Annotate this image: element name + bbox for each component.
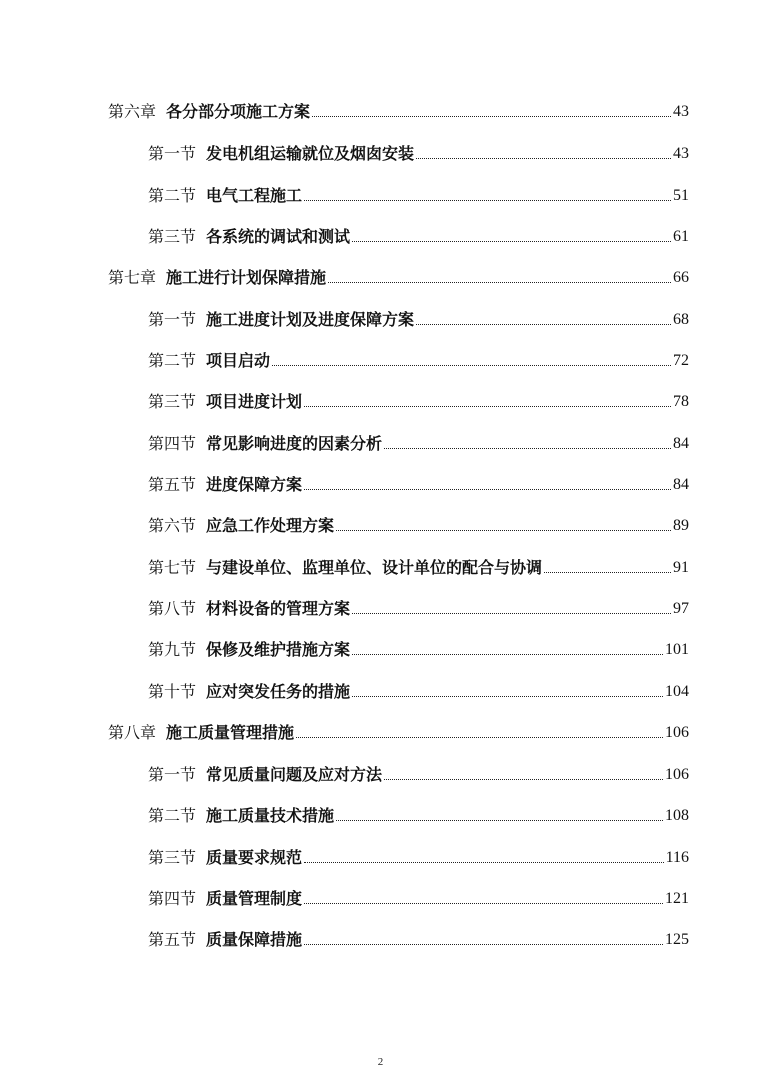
toc-entry-section[interactable] <box>148 634 689 660</box>
toc-entry-number: 第三节 <box>148 392 197 411</box>
toc-entry-page: 51 <box>673 187 689 204</box>
page-number: 2 <box>377 1056 384 1068</box>
dot-leader <box>304 406 671 407</box>
toc-entry-page: 91 <box>673 559 689 576</box>
toc-entry-number: 第二节 <box>148 186 197 205</box>
toc-entry-section[interactable] <box>148 221 689 247</box>
toc-entry-number: 第一节 <box>148 144 197 163</box>
toc-entry-title: 施工质量管理措施 <box>166 723 295 742</box>
toc-entry-section[interactable] <box>148 345 689 371</box>
toc-entry-number: 第一节 <box>148 310 197 329</box>
toc-entry-title: 各分部分项施工方案 <box>166 102 311 121</box>
toc-entry-number: 第一节 <box>148 765 197 784</box>
toc-entry-section[interactable] <box>148 883 689 909</box>
toc-entry-number: 第八节 <box>148 599 197 618</box>
toc-entry-number: 第九节 <box>148 640 197 659</box>
toc-entry-title: 常见影响进度的因素分析 <box>206 434 383 453</box>
dot-leader <box>328 282 671 283</box>
toc-entry-chapter[interactable] <box>108 262 689 288</box>
toc-entry-section[interactable] <box>148 138 689 164</box>
toc-entry-number: 第二节 <box>148 806 197 825</box>
toc-entry-number: 第十节 <box>148 682 197 701</box>
dot-leader <box>336 530 671 531</box>
toc-entry-section[interactable] <box>148 304 689 330</box>
toc-entry-section[interactable] <box>148 428 689 454</box>
toc-entry-title: 施工进度计划及进度保障方案 <box>206 310 415 329</box>
toc-entry-section[interactable] <box>148 180 689 206</box>
dot-leader <box>296 737 663 738</box>
toc-entry-page: 43 <box>673 103 689 120</box>
toc-entry-number: 第三节 <box>148 848 197 867</box>
toc-entry-page: 66 <box>673 269 689 286</box>
toc-entry-chapter[interactable] <box>108 96 689 122</box>
toc-entry-page: 106 <box>665 766 689 783</box>
toc-entry-page: 84 <box>673 435 689 452</box>
dot-leader <box>384 779 663 780</box>
toc-entry-number: 第二节 <box>148 351 197 370</box>
toc-entry-title: 施工质量技术措施 <box>206 806 335 825</box>
toc-entry-title: 保修及维护措施方案 <box>206 640 351 659</box>
dot-leader <box>416 324 671 325</box>
toc-entry-page: 121 <box>665 890 689 907</box>
toc-entry-page: 68 <box>673 311 689 328</box>
toc-entry-section[interactable] <box>148 593 689 619</box>
toc-entry-number: 第六节 <box>148 516 197 535</box>
toc-entry-title: 质量管理制度 <box>206 889 303 908</box>
toc-entry-title: 进度保障方案 <box>206 475 303 494</box>
toc-entry-number: 第七章 <box>108 268 157 287</box>
toc-entry-page: 78 <box>673 393 689 410</box>
toc-entry-page: 43 <box>673 145 689 162</box>
toc-entry-title: 项目启动 <box>206 351 271 370</box>
toc-entry-page: 72 <box>673 352 689 369</box>
toc-entry-page: 106 <box>665 724 689 741</box>
toc-entry-title: 应急工作处理方案 <box>206 516 335 535</box>
toc-entry-title: 发电机组运输就位及烟囱安装 <box>206 144 415 163</box>
toc-entry-page: 125 <box>665 931 689 948</box>
toc-entry-section[interactable] <box>148 510 689 536</box>
dot-leader <box>304 489 671 490</box>
dot-leader <box>304 944 663 945</box>
dot-leader <box>384 448 671 449</box>
toc-entry-page: 61 <box>673 228 689 245</box>
toc-entry-section[interactable] <box>148 386 689 412</box>
toc-entry-title: 电气工程施工 <box>206 186 303 205</box>
toc-entry-page: 116 <box>665 849 689 866</box>
toc-entry-number: 第三节 <box>148 227 197 246</box>
toc-entry-page: 104 <box>665 683 689 700</box>
toc-entry-page: 84 <box>673 476 689 493</box>
toc-entry-title: 应对突发任务的措施 <box>206 682 351 701</box>
toc-entry-title: 施工进行计划保障措施 <box>166 268 327 287</box>
dot-leader <box>352 696 663 697</box>
dot-leader <box>304 903 663 904</box>
dot-leader <box>352 613 671 614</box>
dot-leader <box>416 158 671 159</box>
dot-leader <box>312 116 671 117</box>
toc-entry-title: 与建设单位、监理单位、设计单位的配合与协调 <box>206 558 543 577</box>
toc-entry-section[interactable] <box>148 676 689 702</box>
toc-entry-number: 第八章 <box>108 723 157 742</box>
toc-entry-title: 质量保障措施 <box>206 930 303 949</box>
toc-entry-title: 材料设备的管理方案 <box>206 599 351 618</box>
toc-entry-number: 第六章 <box>108 102 157 121</box>
toc-entry-section[interactable] <box>148 800 689 826</box>
toc-entry-section[interactable] <box>148 842 689 868</box>
toc-entry-section[interactable] <box>148 924 689 950</box>
toc-entry-number: 第七节 <box>148 558 197 577</box>
toc-entry-page: 97 <box>673 600 689 617</box>
dot-leader <box>336 820 663 821</box>
toc-entry-number: 第五节 <box>148 930 197 949</box>
toc-entry-chapter[interactable] <box>108 717 689 743</box>
toc-entry-number: 第四节 <box>148 434 197 453</box>
toc-entry-page: 101 <box>665 641 689 658</box>
dot-leader <box>304 862 664 863</box>
dot-leader <box>272 365 671 366</box>
dot-leader <box>352 654 663 655</box>
toc-entry-title: 项目进度计划 <box>206 392 303 411</box>
toc-entry-title: 质量要求规范 <box>206 848 303 867</box>
toc-entry-section[interactable] <box>148 552 689 578</box>
toc-entry-section[interactable] <box>148 759 689 785</box>
toc-entry-number: 第五节 <box>148 475 197 494</box>
toc-entry-title: 各系统的调试和测试 <box>206 227 351 246</box>
dot-leader <box>304 200 671 201</box>
toc-entry-section[interactable] <box>148 469 689 495</box>
toc-entry-number: 第四节 <box>148 889 197 908</box>
dot-leader <box>352 241 671 242</box>
toc-entry-page: 89 <box>673 517 689 534</box>
toc-entry-title: 常见质量问题及应对方法 <box>206 765 383 784</box>
dot-leader <box>544 572 671 573</box>
toc-entry-page: 108 <box>665 807 689 824</box>
